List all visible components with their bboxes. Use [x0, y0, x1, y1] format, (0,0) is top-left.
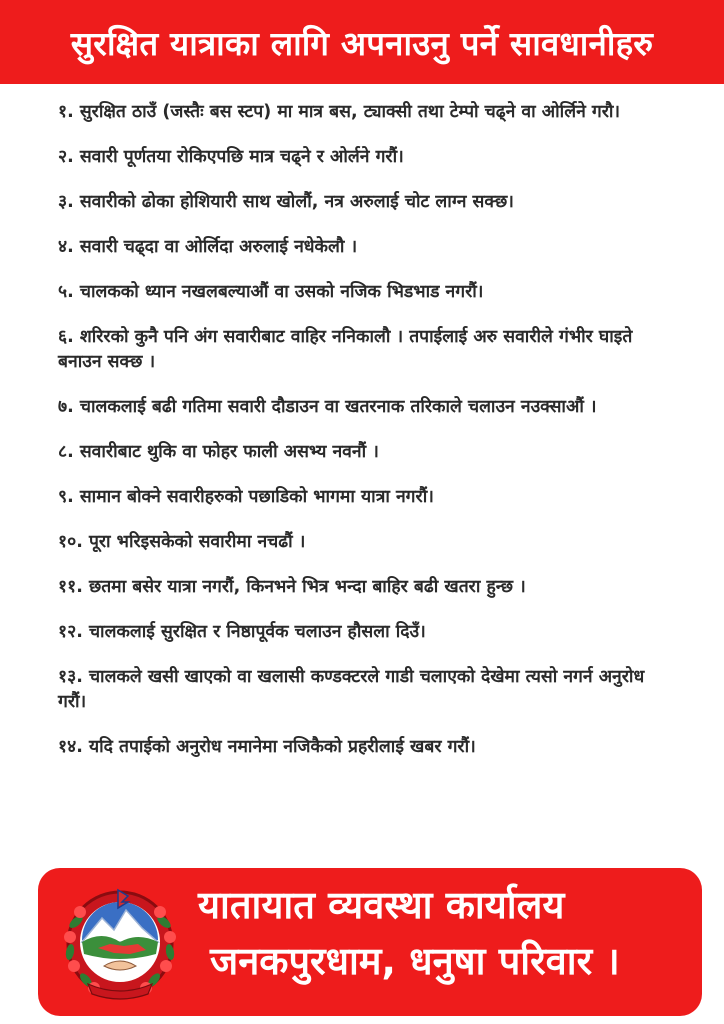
office-location: जनकपुरधाम, धनुषा परिवार ।	[210, 939, 620, 983]
rule-3: ३. सवारीको ढोका होशियारी साथ खोलौं, नत्र अरुलाई चोट लाग्न सक्छ।	[58, 192, 514, 212]
rule-7: ७. चालकलाई बढी गतिमा सवारी दौडाउन वा खतरनाक तरिकाले चलाउन नउक्साऔं ।	[58, 397, 597, 417]
rule-2: २. सवारी पूर्णतया रोकिएपछि मात्र चढ्ने र ओर्लने गरौं।	[58, 147, 404, 167]
office-name: यातायात व्यवस्था कार्यालय	[198, 883, 565, 927]
rule-5: ५. चालकको ध्यान नखलबल्याऔं वा उसको नजिक भिडभाड नगरौं।	[58, 282, 484, 302]
rule-4: ४. सवारी चढ्दा वा ओर्लिदा अरुलाई नधेकेलौ ।	[58, 237, 358, 257]
precautions-list	[58, 100, 678, 780]
rule-9: ९. सामान बोक्ने सवारीहरुको पछाडिको भागमा यात्रा नगरौं।	[58, 487, 434, 507]
rule-12: १२. चालकलाई सुरक्षित र निष्ठापूर्वक चलाउन हौसला दिउँ।	[58, 622, 426, 642]
rule-11: ११. छतमा बसेर यात्रा नगरौं, किनभने भित्र भन्दा बाहिर बढी खतरा हुन्छ ।	[58, 577, 526, 597]
rule-10: १०. पूरा भरिइसकेको सवारीमा नचढौं ।	[58, 532, 306, 552]
rule-1: १. सुरक्षित ठाउँ (जस्तैः बस स्टप) मा मात्र बस, ट्याक्सी तथा टेम्पो चढ्ने वा ओर्लिने गरौ।	[58, 102, 621, 122]
nepal-emblem-icon	[58, 882, 182, 1000]
rule-13: १३. चालकले खसी खाएको वा खलासी कण्डक्टरले गाडी चलाएको देखेमा त्यसो नगर्न अनुरोध गरौं।	[58, 667, 645, 712]
rule-8: ८. सवारीबाट थुकि वा फोहर फाली असभ्य नवनौं ।	[58, 442, 379, 462]
footer-banner	[38, 868, 702, 1016]
page-title: सुरक्षित यात्राका लागि अपनाउनु पर्ने सावधानीहरु	[70, 23, 654, 63]
rule-6: ६. शरिरको कुनै पनि अंग सवारीबाट वाहिर ननिकालौ । तपाईलाई अरु सवारीले गंभीर घाइते बनाउन सक्छ ।	[58, 327, 633, 372]
rule-14: १४. यदि तपाईको अनुरोध नमानेमा नजिकैको प्रहरीलाई खबर गरौं।	[58, 737, 476, 757]
header-banner	[0, 0, 724, 84]
